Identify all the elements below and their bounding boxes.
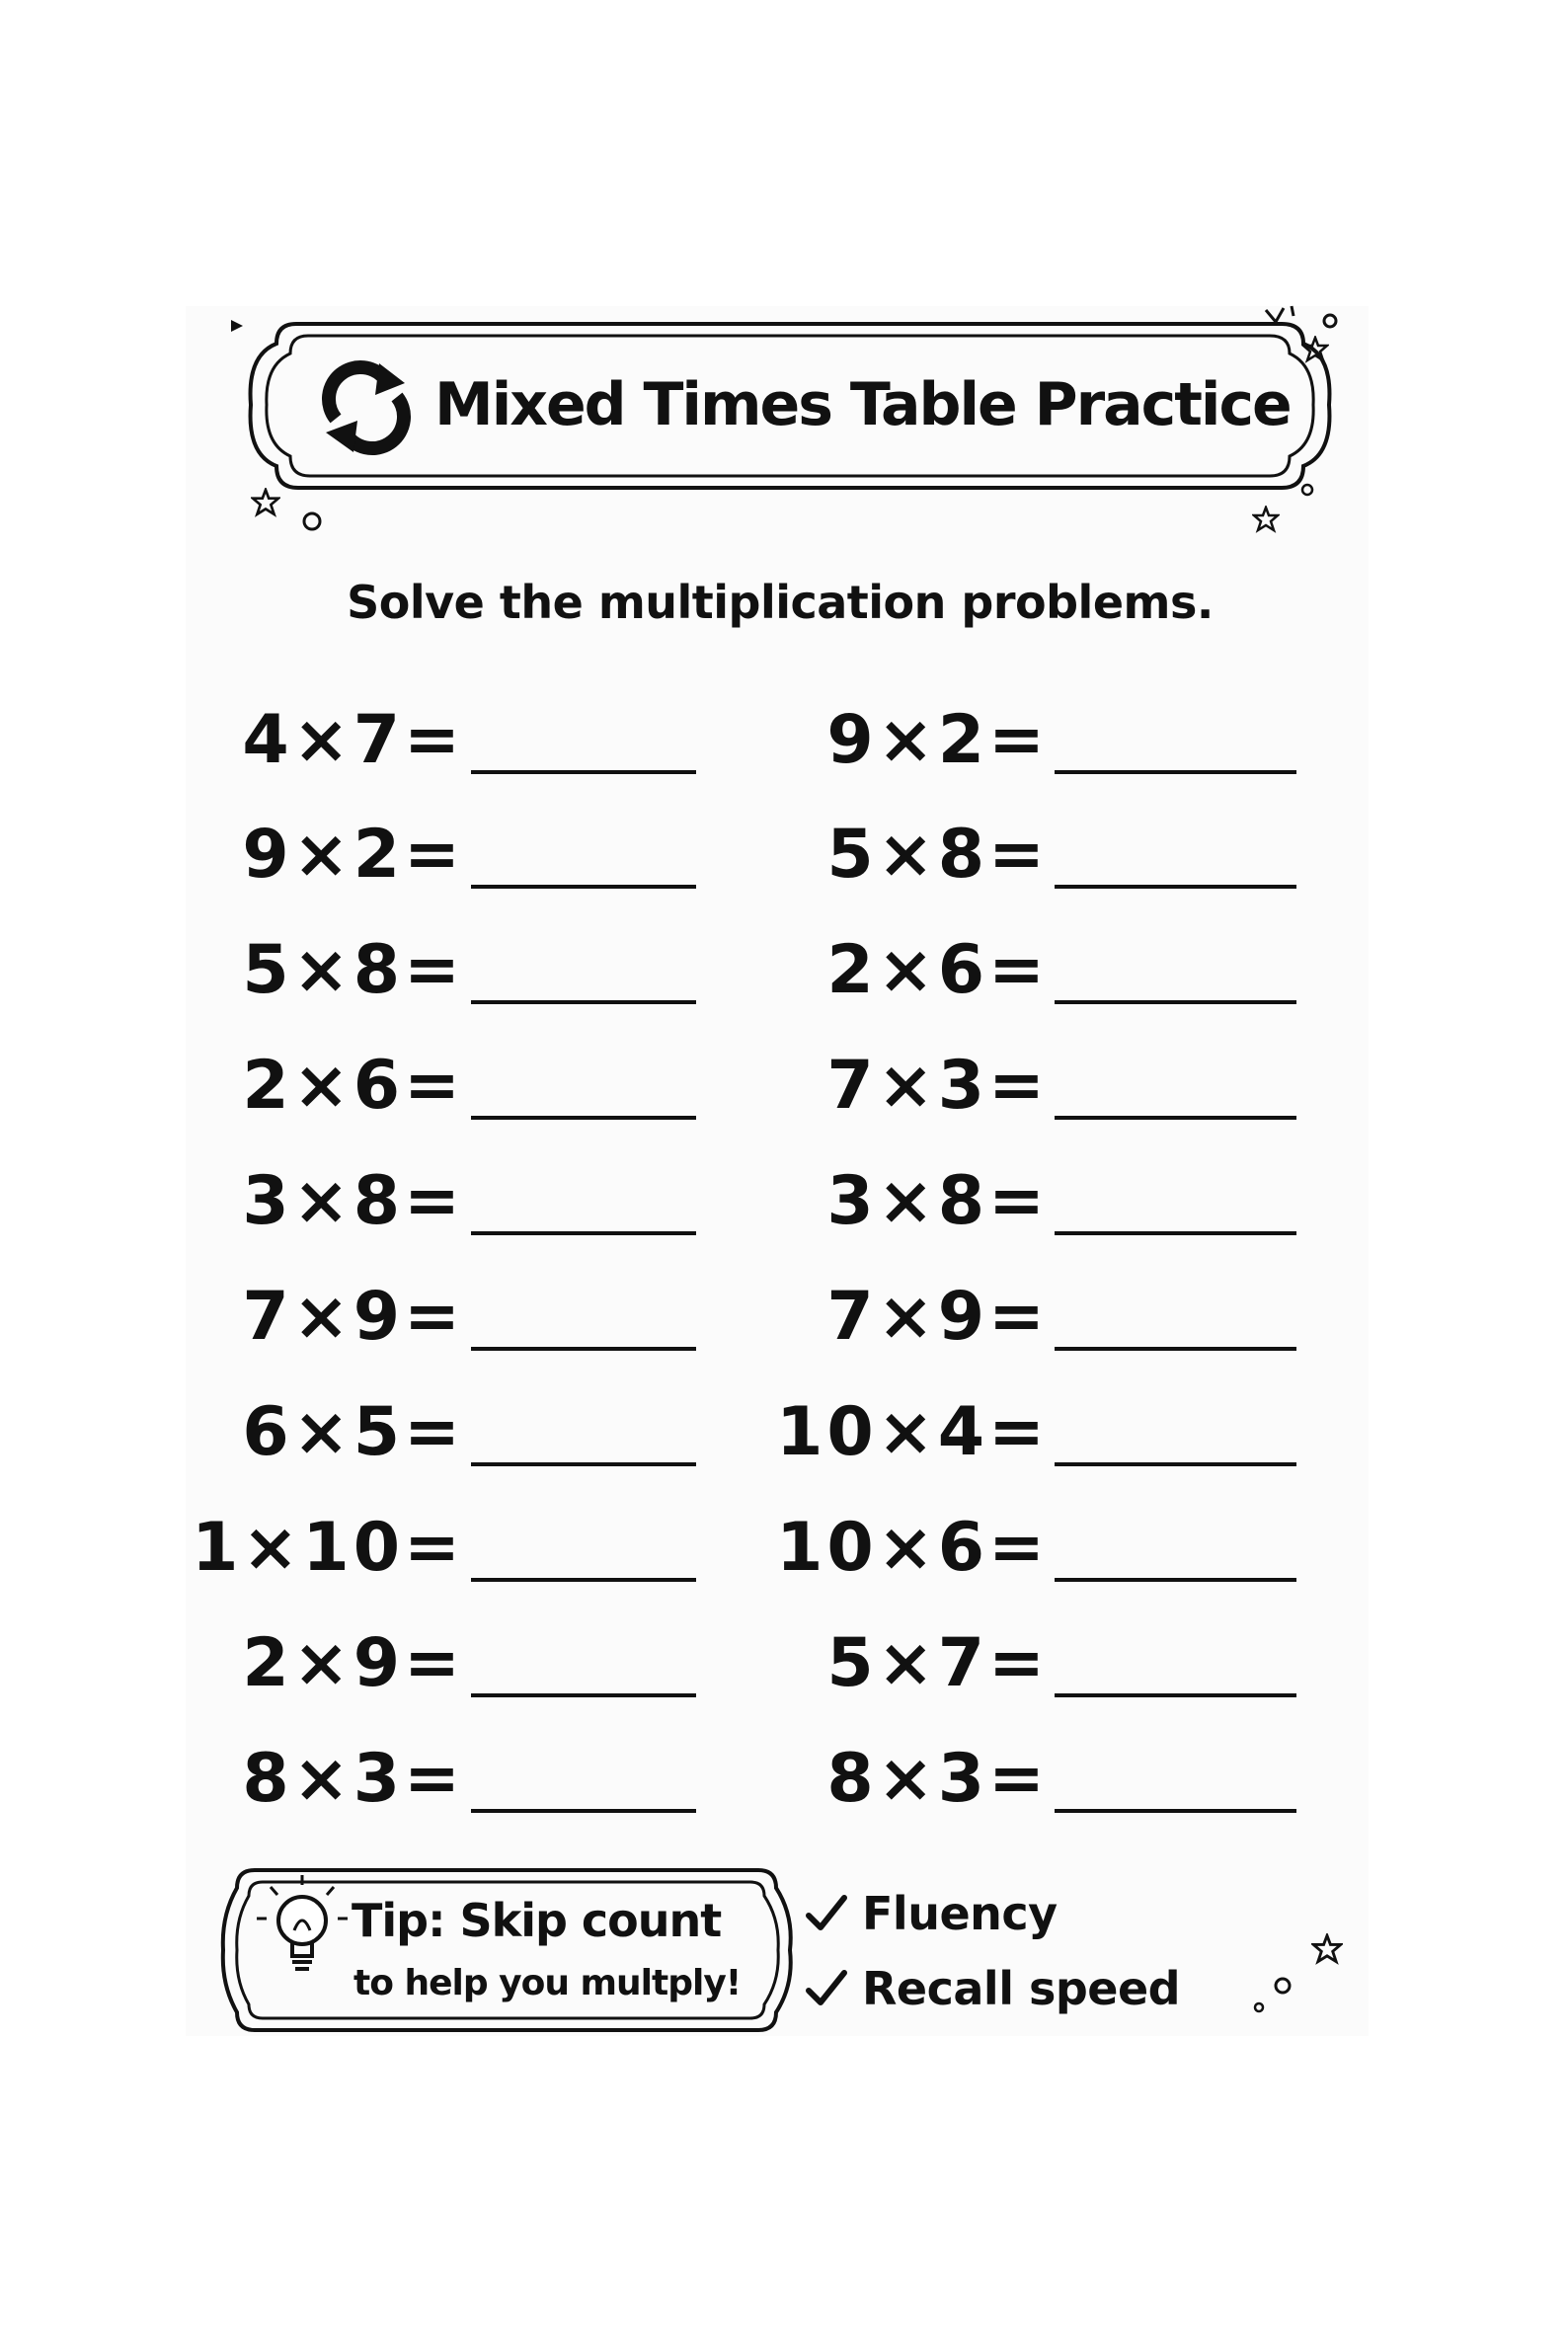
tip-text: to help you multply! (353, 1963, 742, 2003)
problem-expression: 10×6= (776, 1509, 1049, 1587)
triangle-icon (227, 316, 247, 336)
problem-left-3 (242, 931, 464, 1010)
problem-left-4 (242, 1047, 464, 1126)
answer-blank[interactable] (1055, 885, 1296, 889)
problem-expression: 8×3= (826, 1740, 1049, 1818)
problem-expression: 4×7= (242, 701, 464, 779)
problem-right-1 (790, 701, 1049, 780)
problem-expression: 1×10= (192, 1509, 464, 1587)
answer-blank[interactable] (471, 885, 696, 889)
problem-left-5 (242, 1162, 464, 1241)
answer-blank[interactable] (1055, 770, 1296, 774)
problem-right-10 (790, 1740, 1049, 1819)
answer-blank[interactable] (1055, 1809, 1296, 1813)
problem-expression: 3×8= (826, 1162, 1049, 1240)
problem-expression: 8×3= (242, 1740, 464, 1818)
problem-expression: 2×9= (242, 1624, 464, 1702)
problem-left-10 (242, 1740, 464, 1819)
problem-right-8 (776, 1509, 1049, 1588)
problem-left-2 (242, 816, 464, 895)
problem-left-8 (192, 1509, 464, 1588)
problem-expression: 5×8= (826, 816, 1049, 894)
answer-blank[interactable] (471, 1116, 696, 1120)
problem-left-9 (242, 1624, 464, 1703)
instructions: Solve the multiplication problems. (347, 576, 1214, 629)
problem-right-5 (790, 1162, 1049, 1241)
answer-blank[interactable] (1055, 1231, 1296, 1235)
problem-expression: 2×6= (826, 931, 1049, 1009)
problem-right-4 (790, 1047, 1049, 1126)
problem-left-6 (242, 1278, 464, 1357)
star-icon (1252, 506, 1280, 533)
circle-icon (300, 510, 324, 533)
tip-heading: Tip: Skip count (352, 1894, 722, 1947)
problem-expression: 7×9= (826, 1278, 1049, 1356)
star-icon (251, 488, 280, 517)
checkmark-icon (805, 1967, 848, 2010)
checklist-item-recall-speed (805, 1959, 1180, 2018)
problem-expression: 3×8= (242, 1162, 464, 1240)
problem-expression: 6×5= (242, 1393, 464, 1471)
problem-left-1 (242, 701, 464, 780)
answer-blank[interactable] (471, 1000, 696, 1004)
problem-right-6 (790, 1278, 1049, 1357)
lightbulb-icon (253, 1871, 352, 1990)
circle-icon (1252, 2000, 1266, 2014)
star-icon (1301, 336, 1329, 363)
problem-left-7 (242, 1393, 464, 1472)
problem-right-2 (790, 816, 1049, 895)
page-title: Mixed Times Table Practice (434, 370, 1291, 439)
problem-right-9 (790, 1624, 1049, 1703)
answer-blank[interactable] (1055, 1000, 1296, 1004)
answer-blank[interactable] (471, 1578, 696, 1582)
circle-icon (1299, 482, 1315, 498)
answer-blank[interactable] (471, 1347, 696, 1351)
problem-expression: 9×2= (826, 701, 1049, 779)
circle-icon (1272, 1975, 1294, 1997)
circle-icon (1321, 312, 1339, 330)
problem-expression: 5×8= (242, 931, 464, 1009)
star-icon (1311, 1933, 1343, 1965)
checklist-item-fluency (805, 1884, 1101, 1943)
refresh-cycle-icon (306, 357, 425, 456)
answer-blank[interactable] (471, 770, 696, 774)
problem-expression: 9×2= (242, 816, 464, 894)
checkmark-icon (805, 1892, 848, 1935)
problem-right-3 (790, 931, 1049, 1010)
answer-blank[interactable] (471, 1809, 696, 1813)
problem-right-7 (776, 1393, 1049, 1472)
answer-blank[interactable] (1055, 1693, 1296, 1697)
answer-blank[interactable] (1055, 1347, 1296, 1351)
answer-blank[interactable] (1055, 1462, 1296, 1466)
answer-blank[interactable] (471, 1462, 696, 1466)
problem-expression: 7×9= (242, 1278, 464, 1356)
problem-expression: 2×6= (242, 1047, 464, 1125)
checklist-label: Fluency (862, 1887, 1058, 1940)
answer-blank[interactable] (1055, 1116, 1296, 1120)
problem-expression: 10×4= (776, 1393, 1049, 1471)
problem-expression: 7×3= (826, 1047, 1049, 1125)
problem-expression: 5×7= (826, 1624, 1049, 1702)
sparkle-icon (1262, 302, 1311, 332)
answer-blank[interactable] (471, 1693, 696, 1697)
checklist-label: Recall speed (862, 1962, 1181, 2015)
answer-blank[interactable] (471, 1231, 696, 1235)
answer-blank[interactable] (1055, 1578, 1296, 1582)
